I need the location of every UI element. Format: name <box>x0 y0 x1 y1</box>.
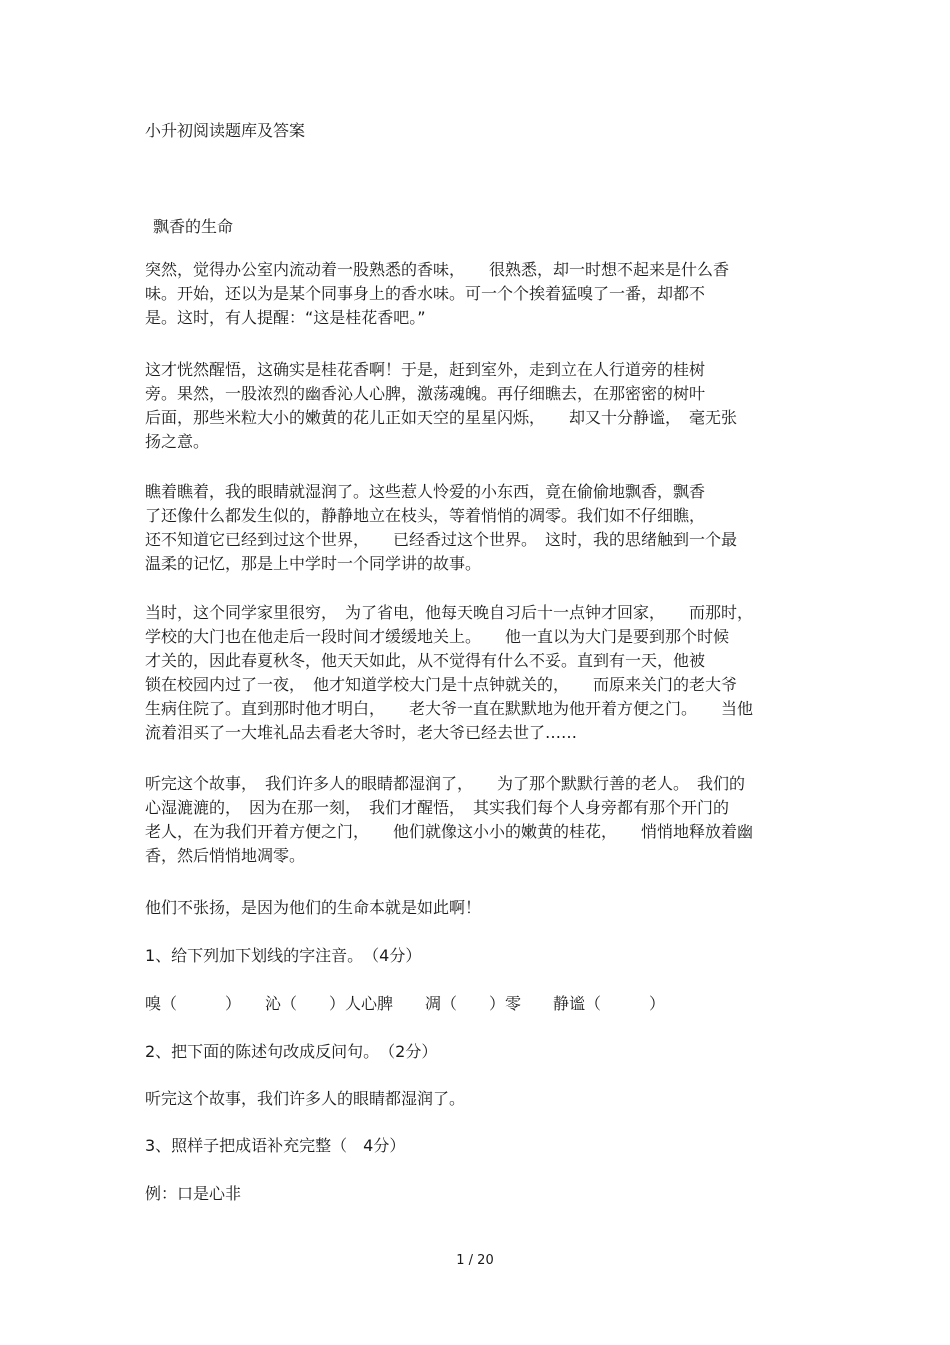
text-line: 旁。果然，一股浓烈的幽香沁人心脾，激荡魂魄。再仔细瞧去，在那密密的树叶 <box>145 384 706 403</box>
question-2: 2、把下面的陈述句改成反问句。 （2分） <box>145 1042 438 1061</box>
text-line: 了还像什么都发生似的，静静地立在枝头，等着悄悄的凋零。我们如不仔细瞧， <box>145 506 706 525</box>
question-2-sentence: 听完这个故事，我们许多人的眼睛都湿润了。 <box>145 1089 466 1108</box>
text-line: 香，然后悄悄地凋零。 <box>145 846 306 865</box>
text-line: 温柔的记忆，那是上中学时一个同学讲的故事。 <box>145 554 482 573</box>
text-line: 老人，在为我们开着方便之门， 他们就像这小小的嫩黄的桂花， 悄悄地释放着幽 <box>145 822 754 841</box>
text-line: 扬之意。 <box>145 432 210 451</box>
text-line: 当时，这个同学家里很穷， 为了省电，他每天晚自习后十一点钟才回家， 而那时， <box>145 603 754 622</box>
text-line: 听完这个故事， 我们许多人的眼睛都湿润了， 为了那个默默行善的老人。 我们的 <box>145 774 746 793</box>
question-1-items: 嗅（ ） 沁（ ）人心脾 凋（ ）零 静谧（ ） <box>145 994 666 1013</box>
paragraph-3 <box>145 480 810 576</box>
paragraph-6: 他们不张扬，是因为他们的生命本就是如此啊！ <box>145 898 482 917</box>
document-title: 小升初阅读题库及答案 <box>145 121 306 140</box>
text-line: 突然，觉得办公室内流动着一股熟悉的香味， 很熟悉，却一时想不起来是什么香 <box>145 260 730 279</box>
text-line: 瞧着瞧着，我的眼睛就湿润了。这些惹人怜爱的小东西，竟在偷偷地飘香，飘香 <box>145 482 706 501</box>
text-line: 是。这时，有人提醒：“这是桂花香吧。” <box>145 308 426 327</box>
story-title: 飘香的生命 <box>153 217 234 236</box>
text-line: 还不知道它已经到过这个世界， 已经香过这个世界。 这时，我的思绪触到一个最 <box>145 530 738 549</box>
text-line: 学校的大门也在他走后一段时间才缓缓地关上。 他一直以为大门是要到那个时候 <box>145 627 730 646</box>
question-3-example: 例：口是心非 <box>145 1184 242 1203</box>
text-line: 后面，那些米粒大小的嫩黄的花儿正如天空的星星闪烁， 却又十分静谧， 毫无张 <box>145 408 738 427</box>
text-line: 心湿漉漉的， 因为在那一刻， 我们才醒悟， 其实我们每个人身旁都有那个开门的 <box>145 798 730 817</box>
paragraph-1 <box>145 258 810 330</box>
paragraph-2 <box>145 358 810 454</box>
text-line: 流着泪买了一大堆礼品去看老大爷时，老大爷已经去世了…… <box>145 723 578 742</box>
text-line: 味。开始，还以为是某个同事身上的香水味。可一个个挨着猛嗅了一番，却都不 <box>145 284 706 303</box>
question-1: 1、给下列加下划线的字注音。 （4分） <box>145 946 422 965</box>
text-line: 锁在校园内过了一夜， 他才知道学校大门是十点钟就关的， 而原来关门的老大爷 <box>145 675 738 694</box>
text-line: 才关的，因此春夏秋冬，他天天如此，从不觉得有什么不妥。直到有一天，他被 <box>145 651 706 670</box>
text-line: 这才恍然醒悟，这确实是桂花香啊！于是，赶到室外，走到立在人行道旁的桂树 <box>145 360 706 379</box>
paragraph-4 <box>145 601 810 745</box>
page-number: 1 / 20 <box>456 1253 494 1268</box>
question-3: 3、照样子把成语补充完整（ 4分） <box>145 1136 406 1155</box>
paragraph-5 <box>145 772 810 868</box>
text-line: 生病住院了。直到那时他才明白， 老大爷一直在默默地为他开着方便之门。 当他 <box>145 699 754 718</box>
